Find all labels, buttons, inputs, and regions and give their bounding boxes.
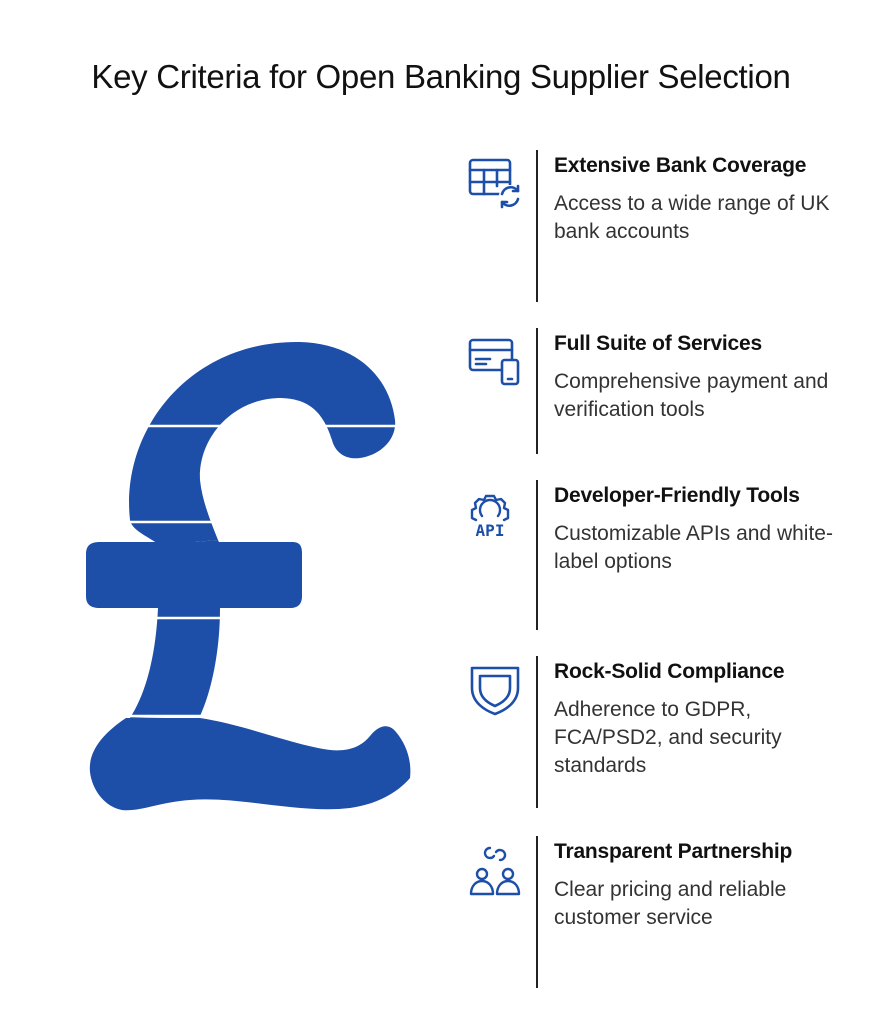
- divider-bar: [536, 328, 538, 454]
- criterion-bank-coverage: [462, 148, 862, 326]
- criterion-description: Clear pricing and reliable customer service: [554, 878, 787, 929]
- criterion-title: Transparent Partnership: [554, 840, 793, 863]
- criterion-description: Adherence to GDPR, FCA/PSD2, and security standards: [554, 698, 782, 777]
- criterion-title: Rock-Solid Compliance: [554, 660, 785, 683]
- divider-bar: [536, 656, 538, 808]
- shield-icon: [466, 660, 524, 718]
- criterion-title: Developer-Friendly Tools: [554, 484, 800, 507]
- criterion-description: Customizable APIs and white-label options: [554, 522, 833, 573]
- divider-bar: [536, 480, 538, 630]
- partnership-icon: [466, 840, 524, 898]
- criterion-description: Comprehensive payment and verification tools: [554, 370, 829, 421]
- criterion-title: Full Suite of Services: [554, 332, 762, 355]
- svg-text:API: API: [475, 521, 505, 540]
- bank-table-sync-icon: [466, 154, 524, 212]
- criterion-full-suite: [462, 326, 862, 478]
- criterion-developer-tools: [462, 478, 862, 654]
- pound-sign-icon: [60, 320, 420, 840]
- card-mobile-icon: [466, 332, 524, 390]
- api-gear-icon: [466, 484, 524, 542]
- criterion-description: Access to a wide range of UK bank accounts: [554, 192, 830, 243]
- divider-bar: [536, 150, 538, 302]
- criterion-compliance: [462, 654, 862, 834]
- criterion-title: Extensive Bank Coverage: [554, 154, 807, 177]
- criterion-partnership: [462, 834, 862, 994]
- page-title: Key Criteria for Open Banking Supplier Selection: [91, 58, 791, 95]
- criteria-list: [462, 148, 862, 994]
- divider-bar: [536, 836, 538, 988]
